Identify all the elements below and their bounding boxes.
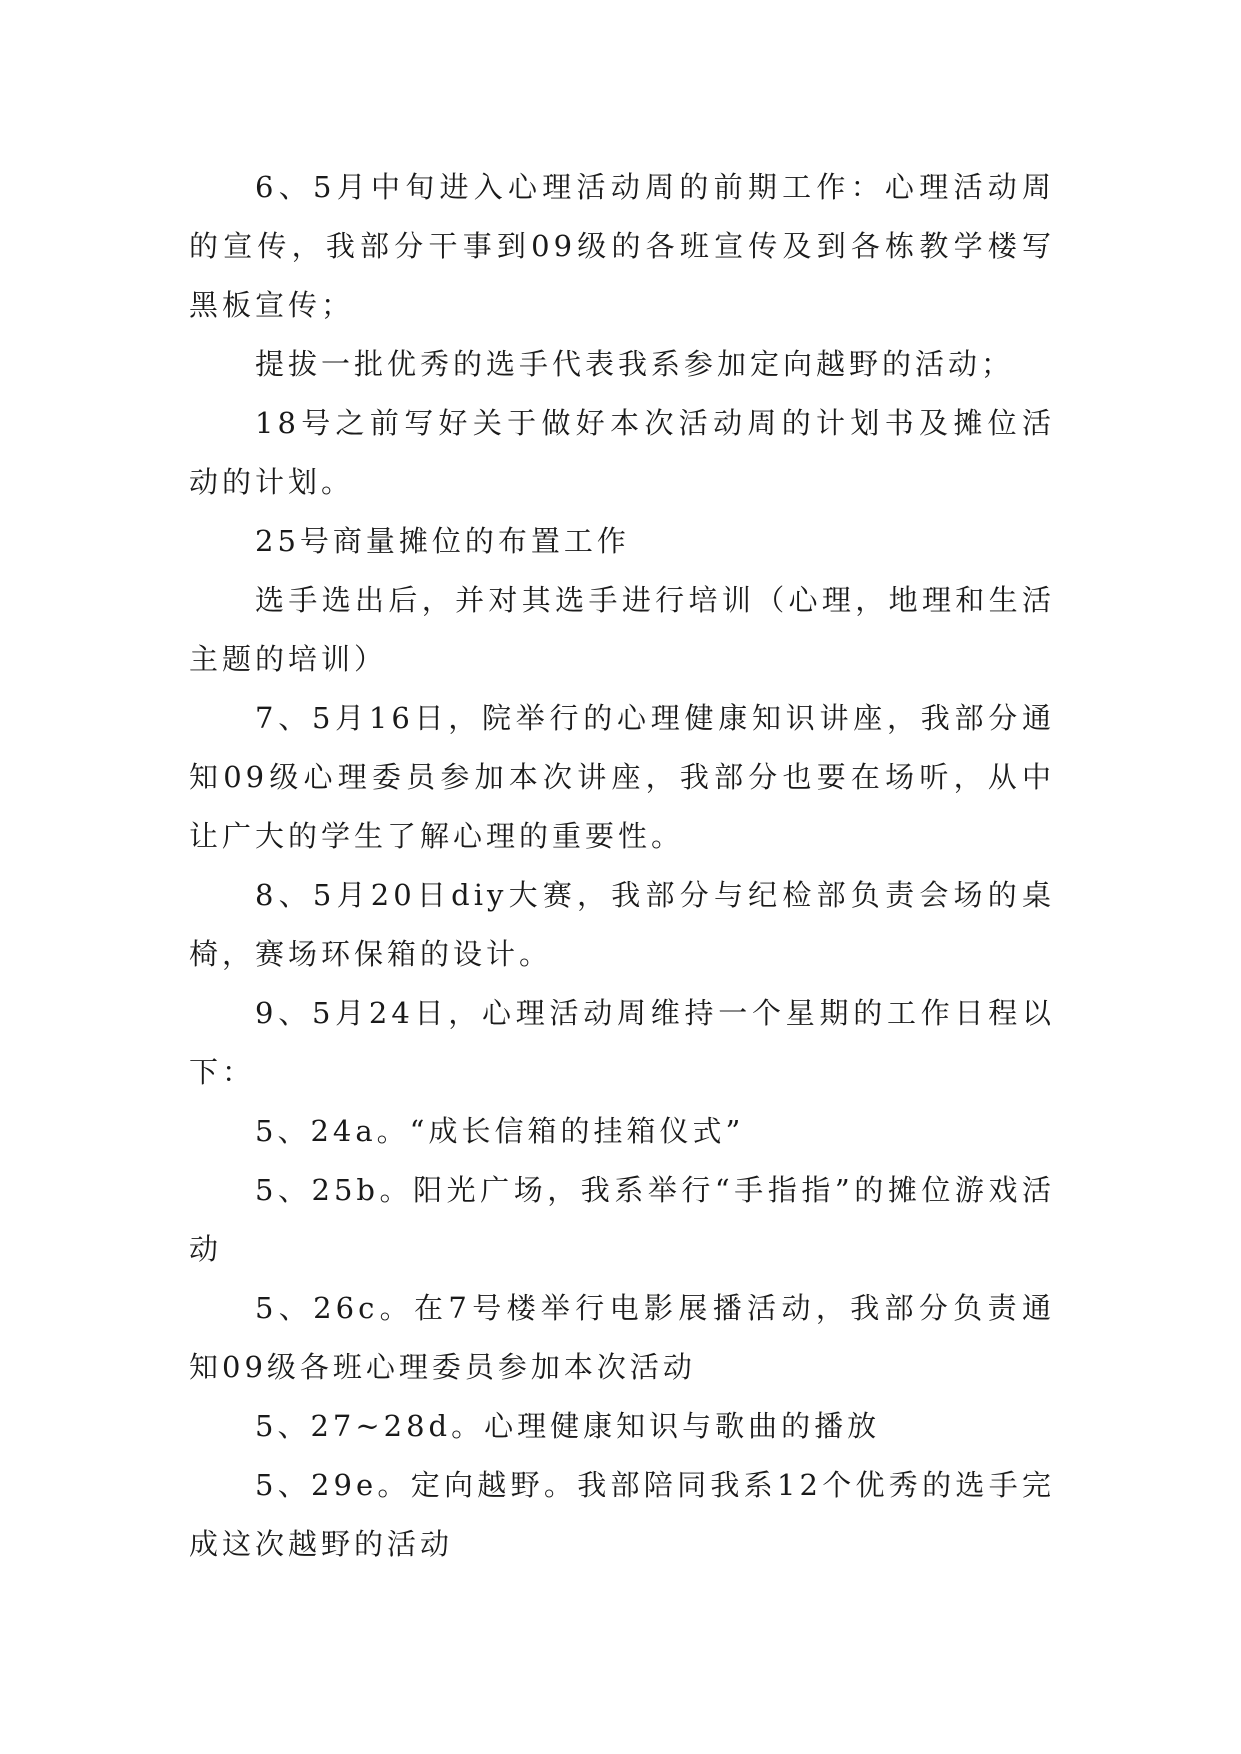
paragraph-schedule-item-e: 5、29e。定向越野。我部陪同我系12个优秀的选手完成这次越野的活动 (189, 1468, 1055, 1561)
paragraph-schedule-item-c: 5、26c。在7号楼举行电影展播活动，我部分负责通知09级各班心理委员参加本次活动 (189, 1291, 1055, 1384)
paragraph-schedule-item-b: 5、25b。阳光广场，我系举行“手指指”的摊位游戏活动 (189, 1173, 1055, 1266)
paragraph-lecture: 7、5月16日，院举行的心理健康知识讲座，我部分通知09级心理委员参加本次讲座，我部分也要在场听，从中让广大的学生了解心理的重要性。 (189, 701, 1055, 853)
paragraph-athlete-training: 选手选出后，并对其选手进行培训（心理，地理和生活主题的培训） (189, 583, 1055, 676)
paragraph-plan-writing: 18号之前写好关于做好本次活动周的计划书及摊位活动的计划。 (189, 406, 1055, 499)
paragraph-pre-work: 6、5月中旬进入心理活动周的前期工作：心理活动周的宣传，我部分干事到09级的各班宣传及到各栋教学楼写黑板宣传； (189, 170, 1055, 322)
paragraph-schedule-item-d: 5、27~28d。心理健康知识与歌曲的播放 (255, 1409, 881, 1443)
document-body (189, 158, 1055, 1574)
paragraph-select-athletes: 提拔一批优秀的选手代表我系参加定向越野的活动； (255, 347, 1015, 381)
paragraph-schedule-intro: 9、5月24日，心理活动周维持一个星期的工作日程以下： (189, 996, 1055, 1089)
paragraph-booth-layout: 25号商量摊位的布置工作 (255, 524, 630, 558)
paragraph-schedule-item-a: 5、24a。“成长信箱的挂箱仪式” (255, 1114, 745, 1148)
paragraph-diy-contest: 8、5月20日diy大赛，我部分与纪检部负责会场的桌椅，赛场环保箱的设计。 (189, 878, 1055, 971)
